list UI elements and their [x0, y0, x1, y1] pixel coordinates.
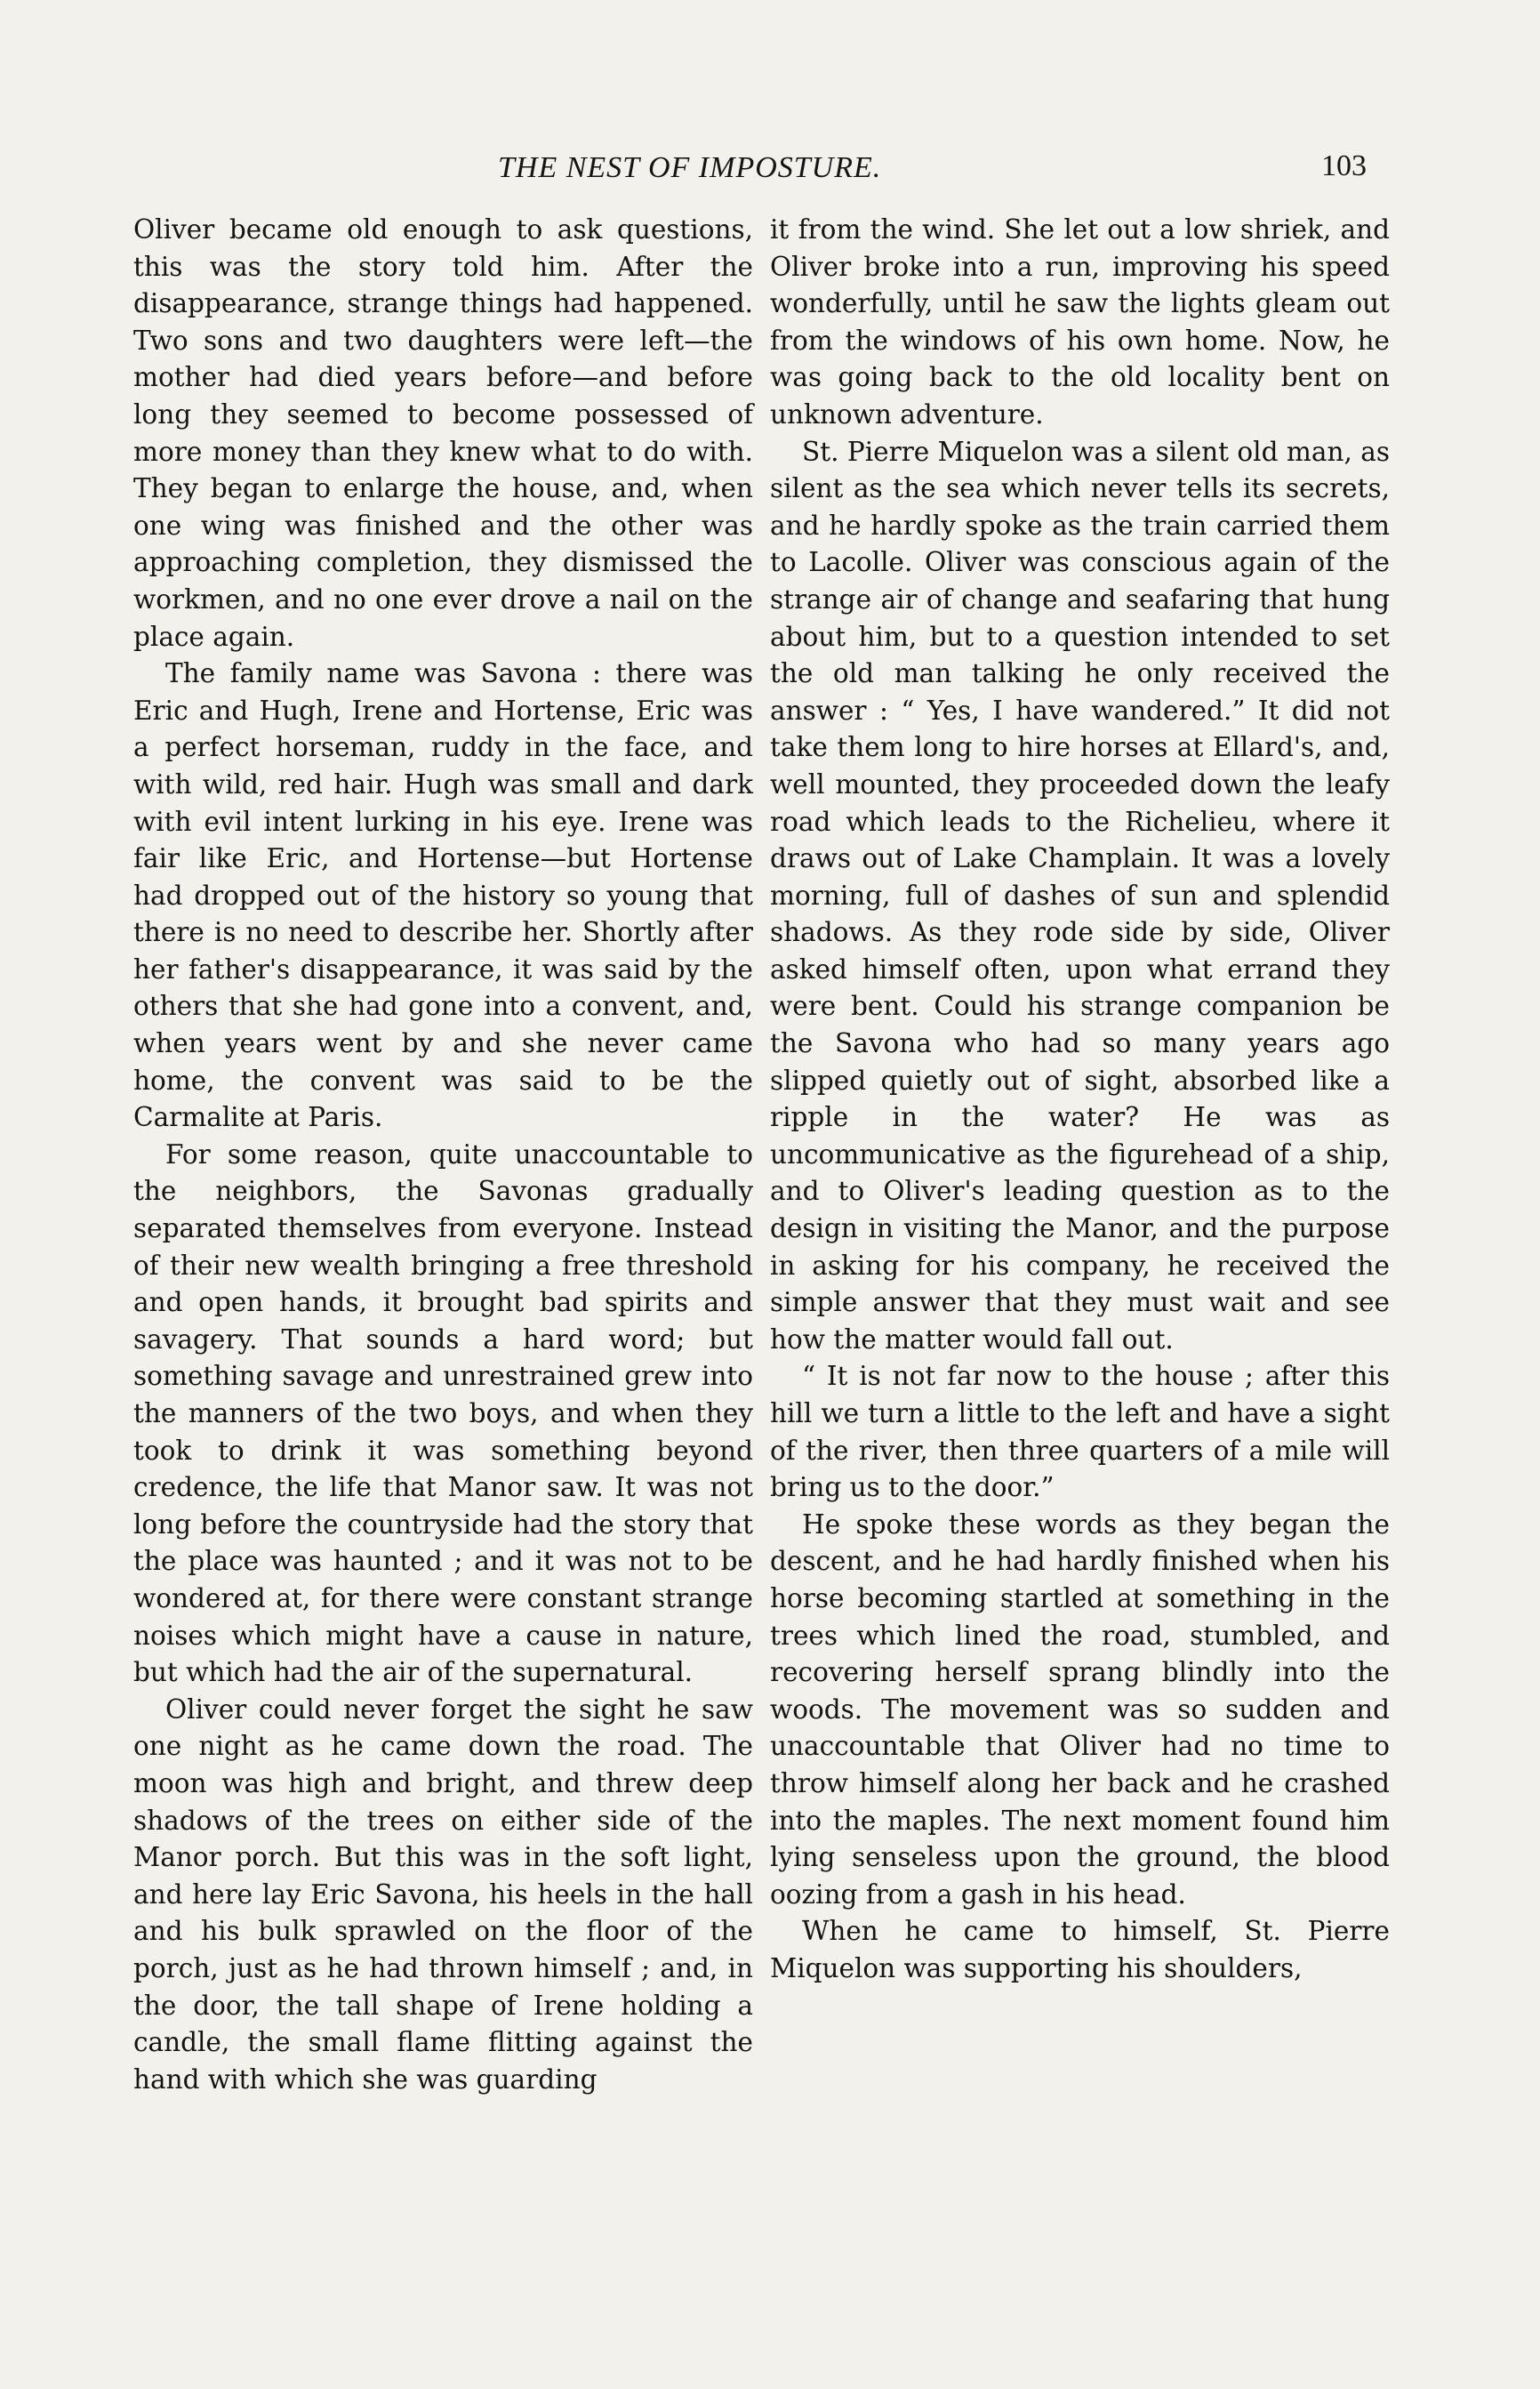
right-column	[770, 212, 1390, 1988]
paragraph: The family name was Savona : there was Eric and Hugh, Irene and Hortense, Eric was a perfect horseman, ruddy in the face, and with wild, red hair. Hugh was small and dark with evil intent lurking in his eye. Irene was fair like Eric, and Hortense—but Hortense had dropped out of the history so young that there is no need to describe her. Shortly after her father's disappearance, it was said by the others that she had gone into a convent, and, when years went by and she never came home, the convent was said to be the Carmalite at Paris.	[133, 658, 753, 1133]
paragraph: Oliver could never forget the sight he saw one night as he came down the road. The moon was high and bright, and threw deep shadows of the trees on either side of the Manor porch. But this was in the soft light, and here lay Eric Savona, his heels in the hall and his bulk sprawled on the floor of the porch, just as he had thrown himself ; and, in the door, the tall shape of Irene holding a candle, the small flame flitting against the hand with which she was guarding	[133, 1693, 753, 2095]
paragraph: St. Pierre Miquelon was a silent old man, as silent as the sea which never tells its secrets, and he hardly spoke as the train carried them to Lacolle. Oliver was conscious again of the strange air of change and seafaring that hung about him, but to a question intended to set the old man talking he only received the answer : “ Yes, I have wandered.” It did not take them long to hire horses at Ellard's, and, well mounted, they proceeded down the leafy road which leads to the Richelieu, where it draws out of Lake Champlain. It was a lovely morning, full of dashes of sun and splendid shadows. As they rode side by side, Oliver asked himself often, upon what errand they were bent. Could his strange companion be the Savona who had so many years ago slipped quietly out of sight, absorbed like a ripple in the water? He was as uncommunicative as the figurehead of a ship, and to Oliver's leading question as to the design in visiting the Manor, and the purpose in asking for his company, he received the simple answer that they must wait and see how the matter would fall out.	[770, 436, 1390, 1355]
paragraph: For some reason, quite unaccountable to the neighbors, the Savonas gradually separated themselves from everyone. Instead of their new wealth bringing a free threshold and open hands, it brought bad spirits and savagery. That sounds a hard word; but something savage and unrestrained grew into the manners of the two boys, and when they took to drink it was something beyond credence, the life that Manor saw. It was not long before the countryside had the story that the place was haunted ; and it was not to be wondered at, for there were constant strange noises which might have a cause in nature, but which had the air of the supernatural.	[133, 1138, 753, 1688]
paragraph: When he came to himself, St. Pierre Miquelon was supporting his shoulders,	[770, 1916, 1390, 1983]
paragraph: it from the wind. She let out a low shriek, and Oliver broke into a run, improving his speed wonderfully, until he saw the lights gleam out from the windows of his own home. Now, he was going back to the old locality bent on unknown adventure.	[770, 214, 1390, 430]
running-head: THE NEST OF IMPOSTURE.	[498, 151, 882, 184]
paragraph: “ It is not far now to the house ; after this hill we turn a little to the left and have a sight of the river, then three quarters of a mile will bring us to the door.”	[770, 1361, 1390, 1503]
page-number: 103	[1321, 149, 1367, 182]
left-column	[133, 212, 753, 2098]
paragraph: He spoke these words as they began the descent, and he had hardly finished when his horse becoming startled at something in the trees which lined the road, stumbled, and recovering herself sprang blindly into the woods. The movement was so sudden and unaccountable that Oliver had no time to throw himself along her back and he crashed into the maples. The next moment found him lying senseless upon the ground, the blood oozing from a gash in his head.	[770, 1508, 1390, 1910]
paragraph: Oliver became old enough to ask questions, this was the story told him. After the disappearance, strange things had happened. Two sons and two daughters were left—the mother had died years before—and before long they seemed to become possessed of more money than they knew what to do with. They began to enlarge the house, and, when one wing was finished and the other was approaching completion, they dismissed the workmen, and no one ever drove a nail on the place again.	[133, 214, 753, 652]
